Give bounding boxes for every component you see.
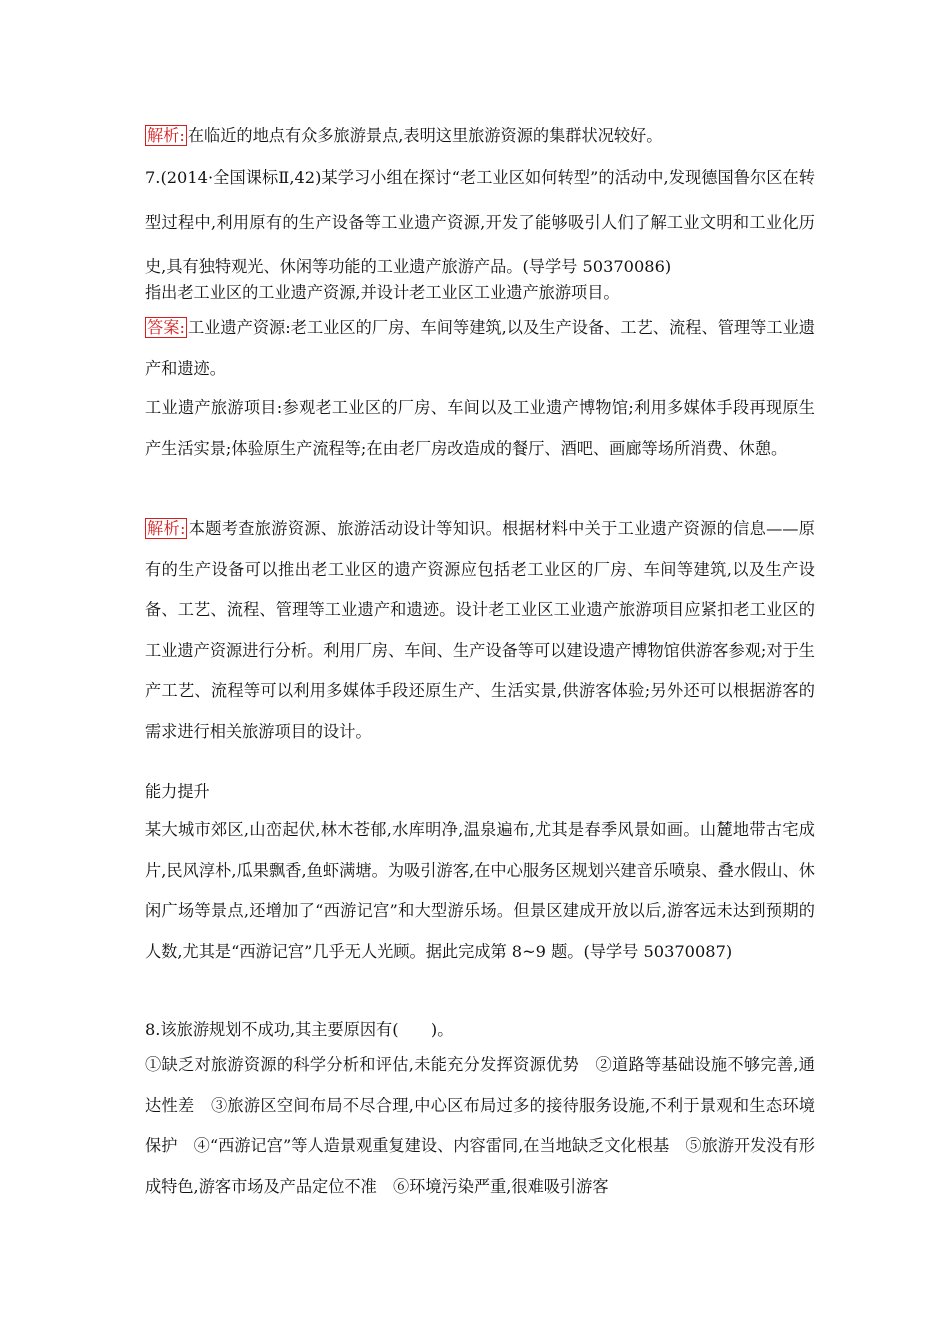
analysis-label: 解析: xyxy=(147,126,185,145)
answer-text: 工业遗产资源:老工业区的厂房、车间等建筑,以及生产设备、工艺、流程、管理等工业遗产和遗迹。 xyxy=(145,318,815,378)
analysis-text: 本题考查旅游资源、旅游活动设计等知识。根据材料中关于工业遗产资源的信息——原有的生产设备可以推出老工业区的遗产资源应包括老工业区的厂房、车间等建筑,以及生产设备、工艺、流程、管理等工业遗产和遗迹。设计老工业区工业遗产旅游项目应紧扣老工业区的工业遗产资源进行分析。利用厂房、车间、生产设备等可以建设遗产博物馆供游客参观;对于生产工艺、流程等可以利用多媒体手段还原生产、生活实景,供游客体验;另外还可以根据游客的需求进行相关旅游项目的设计。 xyxy=(145,519,815,741)
q7-task: 指出老工业区的工业遗产资源,并设计老工业区工业遗产旅游项目。 xyxy=(145,283,620,302)
answer-label: 答案: xyxy=(147,318,185,337)
material-text: 某大城市郊区,山峦起伏,林木苍郁,水库明净,温泉遍布,尤其是春季风景如画。山麓地带古宅成片,民风淳朴,瓜果飘香,鱼虾满塘。为吸引游客,在中心服务区规划兴建音乐喷泉、叠水假山、休闲广场等景点,还增加了“西游记宫”和大型游乐场。但景区建成开放以后,游客远未达到预期的人数,尤其是“西游记宫”几乎无人光顾。据此完成第 8~9 题。(导学号 50370087) xyxy=(145,820,815,961)
q7-analysis xyxy=(145,509,815,752)
q6-analysis xyxy=(145,116,815,157)
analysis-text: 在临近的地点有众多旅游景点,表明这里旅游资源的集群状况较好。 xyxy=(187,126,663,145)
q7-stem: 7.(2014·全国课标Ⅱ,42)某学习小组在探讨“老工业区如何转型”的活动中,发现德国鲁尔区在转型过程中,利用原有的生产设备等工业遗产资源,开发了能够吸引人们了解工业文明和工业化历史,具有独特观光、休闲等功能的工业遗产旅游产品。(导学号 50370086) xyxy=(145,168,815,276)
q8-options: ①缺乏对旅游资源的科学分析和评估,未能充分发挥资源优势 ②道路等基础设施不够完善,通达性差 ③旅游区空间布局不尽合理,中心区布局过多的接待服务设施,不利于景观和生态环境保护 ④“西游记宫”等人造景观重复建设、内容雷同,在当地缺乏文化根基 ⑤旅游开发没有形成特色,游客市场及产品定位不准 ⑥环境污染严重,很难吸引游客 xyxy=(145,1055,815,1196)
section-title: 能力提升 xyxy=(145,782,210,801)
q8-stem: 8.该旅游规划不成功,其主要原因有( )。 xyxy=(145,1020,454,1039)
analysis-label: 解析: xyxy=(147,519,186,538)
q7-answer xyxy=(145,308,815,389)
q7-answer-projects: 工业遗产旅游项目:参观老工业区的厂房、车间以及工业遗产博物馆;利用多媒体手段再现原生产生活实景;体验原生产流程等;在由老厂房改造成的餐厅、酒吧、画廊等场所消费、休憩。 xyxy=(145,398,815,458)
